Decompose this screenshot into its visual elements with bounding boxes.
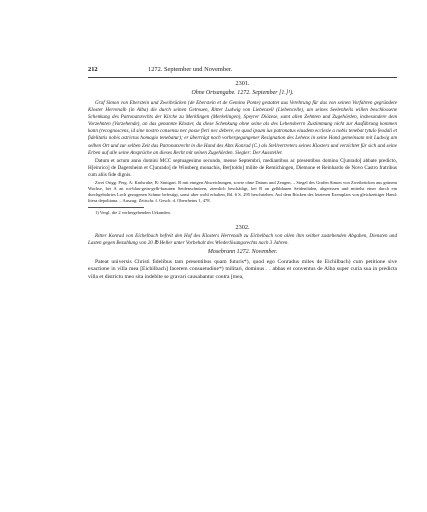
charter-text: Datum et actum anno domini MCC septuagesimo secundo, mense Septembri, mediantibus ac presentibus domino C[unrado] abbate predicto, H[einrico] de Dagersheim et C[unrado] de Winsberg monachis, Ber[toldo] milite de Remichingen, Diemone et Reinhardo de Novo Castro fratribus cum aliis fide dignis. — [88, 157, 397, 178]
page-number: 212 — [88, 66, 98, 73]
document-2301 — [88, 80, 397, 216]
charter-text: Pateat universis Christi fidelibus tam presentibus quam futuris*), quod ego Conradus miles de Eichilbach) cum petitione sive exactione in villa mea [Eichilbach] facerem consuetudine*) militari, dominus . . abbas et conventus de Alba super curia sua in predicta villa et districtu meo sita indebite se gravari causabantur contra [mea, — [88, 258, 397, 281]
document-2302 — [88, 224, 397, 282]
tradition-note: Zwei Origg. Perg. A: Karlsruhe; B: Stuttgart. B mit einigen Abweichungen, sowie ohne Datum und Zeugen. – Siegel des Grafen Simon von Zweibrücken aus grünem Wachse, bei A an rot-blau-grün-gelb-braunen Seidenschnüren, ziemlich beschädigt, bei B an gelbblauen Seidenfäden, abgerissen und mittelst einer durch ein durchgebohrtes Loch gezogenen Schnur befestigt, sonst aber wohl erhalten, Bd. 6 S. 295 beschrieben. Auf dem Rücken des letzteren Exemplars von gleichzeitiger Hand: litera depolitana. – Auszug: Zeitschr. f. Gesch. d. Oberrheins 1, 478. — [88, 180, 397, 203]
regest: Graf Simon von Eberstein und Zweibrücken (de Eberstein et de Gemino Ponte) gestattet aus Verehrung für das von seinen Vorfahren gegründete Kloster Herrenalb (in Alba) die durch seinen Getreuen, Ritter Ludwig von Liebenzell (Liebencelle), um seines Seelenheils willen beschlossene Schenkung des Patronatsrechts der Kirche zu Merklingen (Merkelingen), Speyrer Diözese, samt allen Zehnten und Zugehörden, insbesondere dem Vorzehnten (Vorzehende), an das genannte Kloster, da diese Schenkung ohne seine als des Lehensherrn Zustimmung nicht zur Ausführung kommen kann (recognoscens, id sine nostro consensu nec posse fieri nec debere, eo quod ipsum ius patronatus eiusdem ecclesie a nobis tenebat tytulo feodali et fidelitatis nobis astrictus homagio tenebatur); er überträgt nach vorhergegangener Resignation des Lehens in seine Hand gemeinsam mit Ludwig am selben Ort und zur selben Zeit das Patronatsrecht in die Hand des Abts Konrad (C.) als Stellvertreters seines Klosters und verzichtet für sich und seine Erben auf alle seine Ansprüche an dieses Recht mit seinen Zugehörden. Siegler: Der Aussteller. — [88, 100, 397, 156]
document-number: 2301. — [235, 80, 250, 87]
running-header — [88, 66, 397, 74]
regest: Ritter Konrad von Eichelbach befreit den Hof des Klosters Herrenalb zu Eichelbach von allen ihm seither zustehenden Abgaben, Diensten und Lasten gegen Bezahlung von 20 ℔ Heller unter Vorbehalt des Wiederlösungsrechts nach 3 Jahren. — [88, 232, 397, 246]
place-date: Mosebrunn 1272. November. — [207, 248, 278, 255]
section-gap — [88, 218, 397, 222]
document-number: 2302. — [235, 223, 250, 231]
header-rule — [88, 77, 397, 78]
footnote-rule — [88, 207, 144, 208]
place-date: Ohne Ortsangabe. 1272. September [1.]¹). — [191, 90, 294, 96]
footnote: 1) Vergl. die 2 vorhergehenden Urkunden. — [95, 209, 171, 215]
running-title: 1272. September und November. — [148, 66, 233, 73]
